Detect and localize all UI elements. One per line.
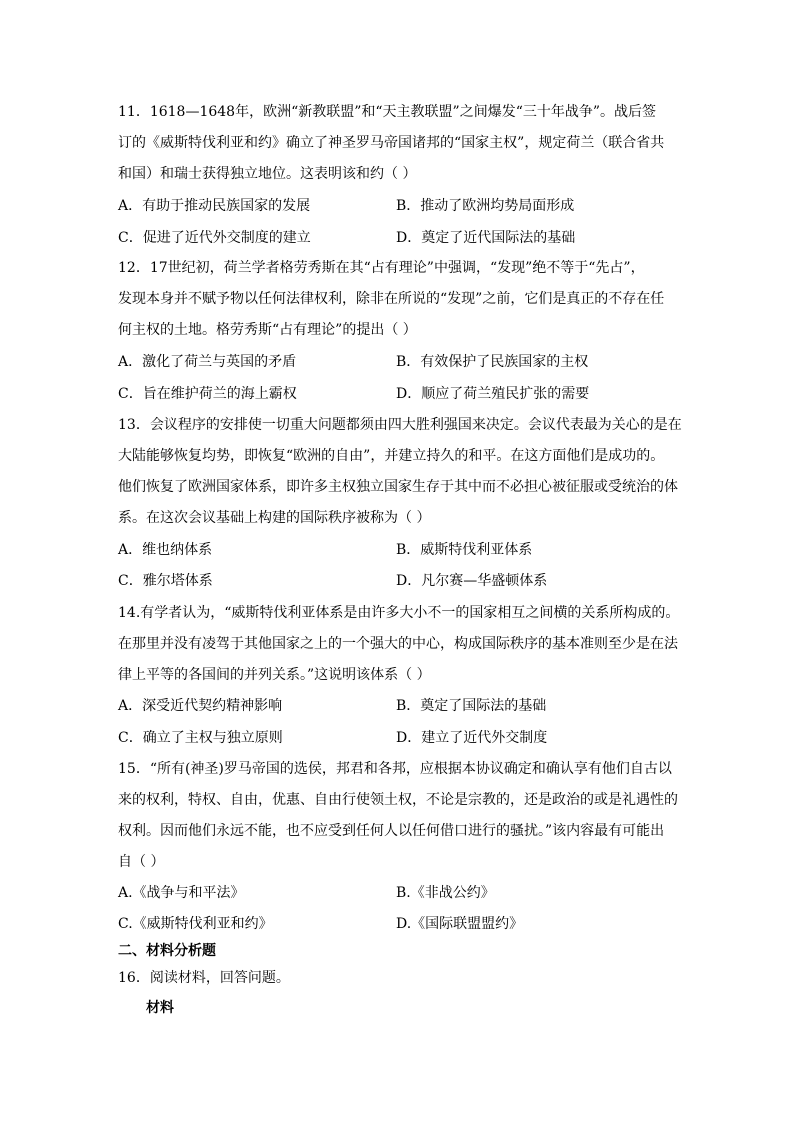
q11-stem-line-2: 订的《威斯特伐利亚和约》确立了神圣罗马帝国诸邦的“国家主权”，规定荷兰（联合省共 xyxy=(118,135,665,151)
q15-stem-line-4: 自（ ） xyxy=(118,854,165,870)
q14-option-a: A．深受近代契约精神影响 xyxy=(118,698,283,714)
q13-stem-line-1: 13．会议程序的安排使一切重大问题都须由四大胜利强国来决定。会议代表最为关心的是在 xyxy=(118,417,682,433)
q11-option-a: A．有助于推动民族国家的发展 xyxy=(118,198,311,214)
q13-stem-line-4: 系。在这次会议基础上构建的国际秩序被称为（ ） xyxy=(118,510,431,526)
q12-stem-line-2: 发现本身并不赋予物以任何法律权利，除非在所说的“发现”之前，它们是真正的不存在任 xyxy=(118,291,665,307)
q15-stem-line-1: 15．“所有(神圣)罗马帝国的选侯，邦君和各邦，应根据本协议确定和确认享有他们自古以 xyxy=(118,761,672,777)
q12-option-c: C．旨在维护荷兰的海上霸权 xyxy=(118,386,297,402)
q13-stem-line-3: 他们恢复了欧洲国家体系，即许多主权独立国家生存于其中而不必担心被征服或受统治的体 xyxy=(118,479,678,495)
q12-option-a: A．激化了荷兰与英国的矛盾 xyxy=(118,354,297,370)
q11-option-b: B．推动了欧洲均势局面形成 xyxy=(396,198,575,214)
q15-option-c: C.《威斯特伐利亚和约》 xyxy=(118,916,273,932)
q15-stem-line-2: 来的权利，特权、自由，优惠、自由行使领土权，不论是宗教的，还是政治的或是礼遇性的 xyxy=(118,792,678,808)
q11-stem-line-1: 11．1618—1648年，欧洲“新教联盟”和“天主教联盟”之间爆发“三十年战争”。战后签 xyxy=(118,104,657,120)
q15-option-d: D.《国际联盟盟约》 xyxy=(396,916,524,932)
q12-option-b: B．有效保护了民族国家的主权 xyxy=(396,354,589,370)
q15-stem-line-3: 权利。因而他们永远不能，也不应受到任何人以任何借口进行的骚扰。”该内容最有可能出 xyxy=(118,823,665,839)
q12-stem-line-3: 何主权的土地。格劳秀斯“占有理论”的提出（ ） xyxy=(118,322,417,338)
q13-option-a: A．维也纳体系 xyxy=(118,542,213,558)
q14-option-d: D．建立了近代外交制度 xyxy=(396,730,548,746)
material-label: 材料 xyxy=(146,1000,174,1016)
q14-stem-line-2: 在那里并没有凌驾于其他国家之上的一个强大的中心，构成国际秩序的基本准则至少是在法 xyxy=(118,636,678,652)
q15-option-b: B.《非战公约》 xyxy=(396,885,495,901)
q14-stem-line-1: 14.有学者认为，“威斯特伐利亚体系是由许多大小不一的国家相互之间横的关系所构成的。 xyxy=(118,605,680,621)
q11-option-c: C．促进了近代外交制度的建立 xyxy=(118,230,311,246)
q12-stem-line-1: 12．17世纪初，荷兰学者格劳秀斯在其“占有理论”中强调，“发现”绝不等于“先占”， xyxy=(118,260,645,276)
q12-option-d: D．顺应了荷兰殖民扩张的需要 xyxy=(396,386,590,402)
q16-stem: 16．阅读材料，回答问题。 xyxy=(118,970,290,986)
q15-option-a: A.《战争与和平法》 xyxy=(118,885,245,901)
q13-option-c: C．雅尔塔体系 xyxy=(118,573,213,589)
q11-option-d: D．奠定了近代国际法的基础 xyxy=(396,230,576,246)
q14-option-c: C．确立了主权与独立原则 xyxy=(118,730,283,746)
q13-option-d: D．凡尔赛—华盛顿体系 xyxy=(396,573,548,589)
q11-stem-line-3: 和国）和瑞士获得独立地位。这表明该和约（ ） xyxy=(118,166,417,182)
q13-stem-line-2: 大陆能够恢复均势，即恢复“欧洲的自由”，并建立持久的和平。在这方面他们是成功的。 xyxy=(118,448,665,464)
q14-option-b: B．奠定了国际法的基础 xyxy=(396,698,547,714)
q14-stem-line-3: 律上平等的各国间的并列关系。”这说明该体系（ ） xyxy=(118,667,431,683)
section-heading: 二、材料分析题 xyxy=(118,943,216,959)
q13-option-b: B．威斯特伐利亚体系 xyxy=(396,542,533,558)
